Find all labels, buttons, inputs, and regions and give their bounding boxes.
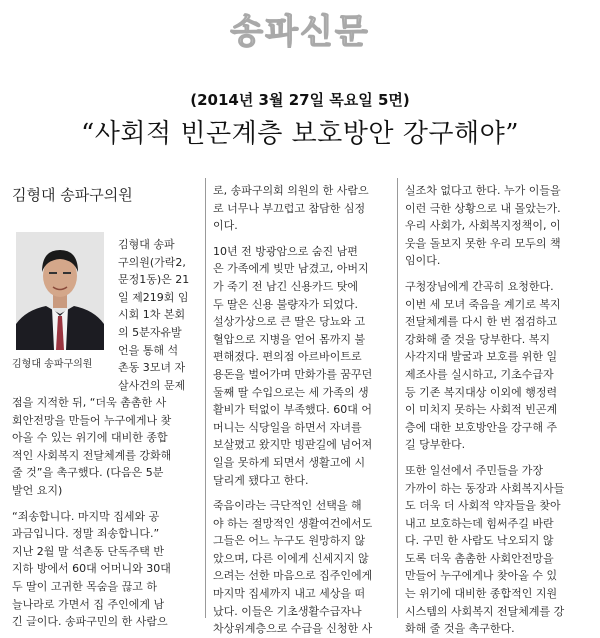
- paragraph-break: [12, 500, 198, 508]
- article-text-line: 지난 2월 말 석촌동 단독주택 반: [12, 544, 164, 558]
- article-text-line: 임이다.: [405, 254, 441, 268]
- article-text-line: 이다.: [213, 219, 238, 233]
- article-text-line: 두 딸이 고귀한 목숨을 끊고 하: [12, 579, 157, 593]
- article-column-3: [405, 182, 589, 638]
- column-divider: [205, 178, 206, 618]
- article-text-line: 로 너무나 부끄럽고 참담한 심정: [213, 201, 366, 215]
- article-text-line: 제조사를 실시하고, 기초수급자: [405, 367, 554, 381]
- article-text-line: 보살폈고 왔지만 빙판길에 넘어져: [213, 438, 373, 452]
- article-text-line: 일 제219회 임: [118, 290, 189, 304]
- article-text-line: 머니는 식당일을 하면서 자녀를: [213, 420, 362, 434]
- paragraph-break: [213, 235, 391, 243]
- article-text-line: 구청장님에게 간곡히 요청한다.: [405, 279, 554, 293]
- article-text-line: 늘나라로 가면서 집 주인에게 남: [12, 597, 165, 611]
- article-text-line: 회안전망을 만들어 누구에게나 찾: [12, 413, 172, 427]
- article-text-line: 달리게 됐다고 한다.: [213, 473, 309, 487]
- article-text-line: 다. 구민 한 사람도 낙오되지 않: [405, 534, 554, 548]
- article-text-line: 으려는 선한 마음으로 집주인에게: [213, 569, 373, 583]
- article-byline: 김형대 송파구의원: [12, 186, 133, 204]
- article-text-line: 김형대 송파: [118, 238, 175, 251]
- article-text-line: 이 미치지 못하는 사회적 빈곤계: [405, 403, 558, 417]
- article-text-line: 시회 1차 본회: [118, 308, 186, 322]
- portrait-image: [16, 232, 104, 350]
- article-column-2: [213, 182, 391, 638]
- article-text-line: 시스템의 사회복지 전달체계를 강: [405, 604, 565, 618]
- article-text-line: 촌동 3모녀 자: [118, 361, 186, 375]
- article-text-line: 등 기존 복지대상 이외에 행정력: [405, 385, 558, 399]
- article-text-line: 언을 통해 석: [118, 343, 179, 357]
- article-text-line: 혈압으로 지병을 얻어 몸까지 불: [213, 332, 366, 346]
- article-text-line: 편해졌다. 편의점 아르바이트로: [213, 350, 362, 364]
- article-text-line: 는 위기에 대비한 종합적인 지원: [405, 587, 558, 601]
- article-text-line: 실조차 없다고 한다. 누가 이들을: [405, 184, 561, 197]
- article-text-line: 긴 글이다. 송파구민의 한 사람으: [12, 615, 168, 629]
- article-text-line: 가까이 하는 동장과 사회복지사들: [405, 481, 565, 495]
- article-text-line: 이번 세 모녀 죽음을 계기로 복지: [405, 297, 561, 311]
- article-text-line: 또한 일선에서 주민들을 가장: [405, 463, 544, 477]
- article-text-line: 그들은 어느 누구도 원망하지 않: [213, 534, 366, 548]
- article-text-line: 강화해 줄 것을 당부한다. 복지: [405, 332, 550, 346]
- article-text-line: 화해 줄 것을 촉구한다.: [405, 622, 515, 636]
- article-text-line: 도 더욱 더 사회적 약자들을 찾아: [405, 499, 561, 513]
- article-text-line: “죄송합니다. 마지막 집세와 공: [12, 509, 160, 523]
- article-text-line: 두 딸은 신용 불량자가 되었다.: [213, 297, 358, 311]
- article-text-line: 발언 요지): [12, 483, 63, 497]
- paragraph-break: [213, 489, 391, 497]
- article-text-line: 만들어 누구에게나 찾아올 수 있: [405, 569, 558, 583]
- paragraph-break: [405, 454, 589, 462]
- article-text-line: 죽음이라는 극단적인 선택을 해: [213, 499, 362, 513]
- article-text-line: 점을 지적한 뒤, “더욱 촘촘한 사: [12, 396, 167, 409]
- article-text-line: 가 죽기 전 남긴 신용카드 탓에: [213, 279, 358, 293]
- article-text-line: 용돈을 벌어가며 만화가를 꿈꾸던: [213, 367, 373, 381]
- article-text-line: 차상위계층으로 수급을 신청한 사: [213, 622, 373, 636]
- article-text-line: 야 하는 절망적인 생활여건에서도: [213, 516, 373, 530]
- article-text-line: 사각지대 발굴과 보호를 위한 일: [405, 350, 558, 364]
- newspaper-masthead: 송파신문: [230, 12, 370, 52]
- column-1-beside-photo: [118, 236, 198, 394]
- article-text-line: 둘째 딸 수입으로는 세 가족의 생: [213, 385, 369, 399]
- article-text-line: 줄 것”을 촉구했다. (다음은 5분: [12, 466, 164, 480]
- article-text-line: 로, 송파구의회 의원의 한 사람으: [213, 184, 369, 197]
- article-text-line: 층에 대한 보호방안을 강구해 주: [405, 420, 558, 434]
- article-text-line: 이런 극한 상황으로 내 몰았는가.: [405, 201, 561, 215]
- article-text-line: 구의원(가락2,: [118, 255, 186, 269]
- article-headline: “사회적 빈곤계층 보호방안 강구해야”: [80, 119, 520, 149]
- article-text-line: 았으며, 다른 이에게 신세지지 않: [213, 551, 369, 565]
- article-text-line: 문정1동)은 21: [118, 273, 190, 287]
- article-text-line: 마지막 집세까지 내고 세상을 떠: [213, 587, 366, 601]
- article-text-line: 일을 못하게 되면서 생활고에 시: [213, 455, 366, 469]
- article-text-line: 도록 더욱 촘촘한 사회안전망을: [405, 551, 554, 565]
- article-text-line: 활비가 턱없이 부족했다. 60대 어: [213, 403, 372, 417]
- article-text-line: 살사건의 문제: [118, 378, 186, 392]
- publication-dateline: (2014년 3월 27일 목요일 5면): [190, 91, 410, 109]
- paragraph-break: [405, 270, 589, 278]
- column-divider: [397, 178, 398, 618]
- article-column-1: [12, 394, 198, 631]
- article-text-line: 났다. 이들은 기초생활수급자나: [213, 604, 362, 618]
- photo-caption: 김형대 송파구의원: [12, 359, 93, 370]
- article-text-line: 10년 전 방광암으로 숨진 남편: [213, 244, 358, 258]
- article-text-line: 은 가족에게 빚만 남겼고, 아버지: [213, 262, 369, 276]
- article-text-line: 적인 사회복지 전달체계를 강화해: [12, 448, 172, 462]
- article-text-line: 내고 보호하는데 힘써주길 바란: [405, 516, 554, 530]
- article-text-line: 길 당부한다.: [405, 438, 466, 452]
- article-text-line: 의 5분자유발: [118, 325, 182, 339]
- author-photo: [16, 232, 104, 350]
- article-text-line: 과금입니다. 정말 죄송합니다.”: [12, 527, 160, 541]
- article-text-line: 설상가상으로 큰 딸은 당뇨와 고: [213, 315, 366, 329]
- article-text-line: 전달체계를 다시 한 번 점검하고: [405, 315, 558, 329]
- article-text-line: 웃을 돌보지 못한 우리 모두의 책: [405, 236, 561, 250]
- article-text-line: 아올 수 있는 위기에 대비한 종합: [12, 431, 168, 445]
- article-text-line: 지하 방에서 60대 어머니와 30대: [12, 562, 171, 576]
- article-text-line: 우리 사회가, 사회복지정책이, 이: [405, 219, 561, 233]
